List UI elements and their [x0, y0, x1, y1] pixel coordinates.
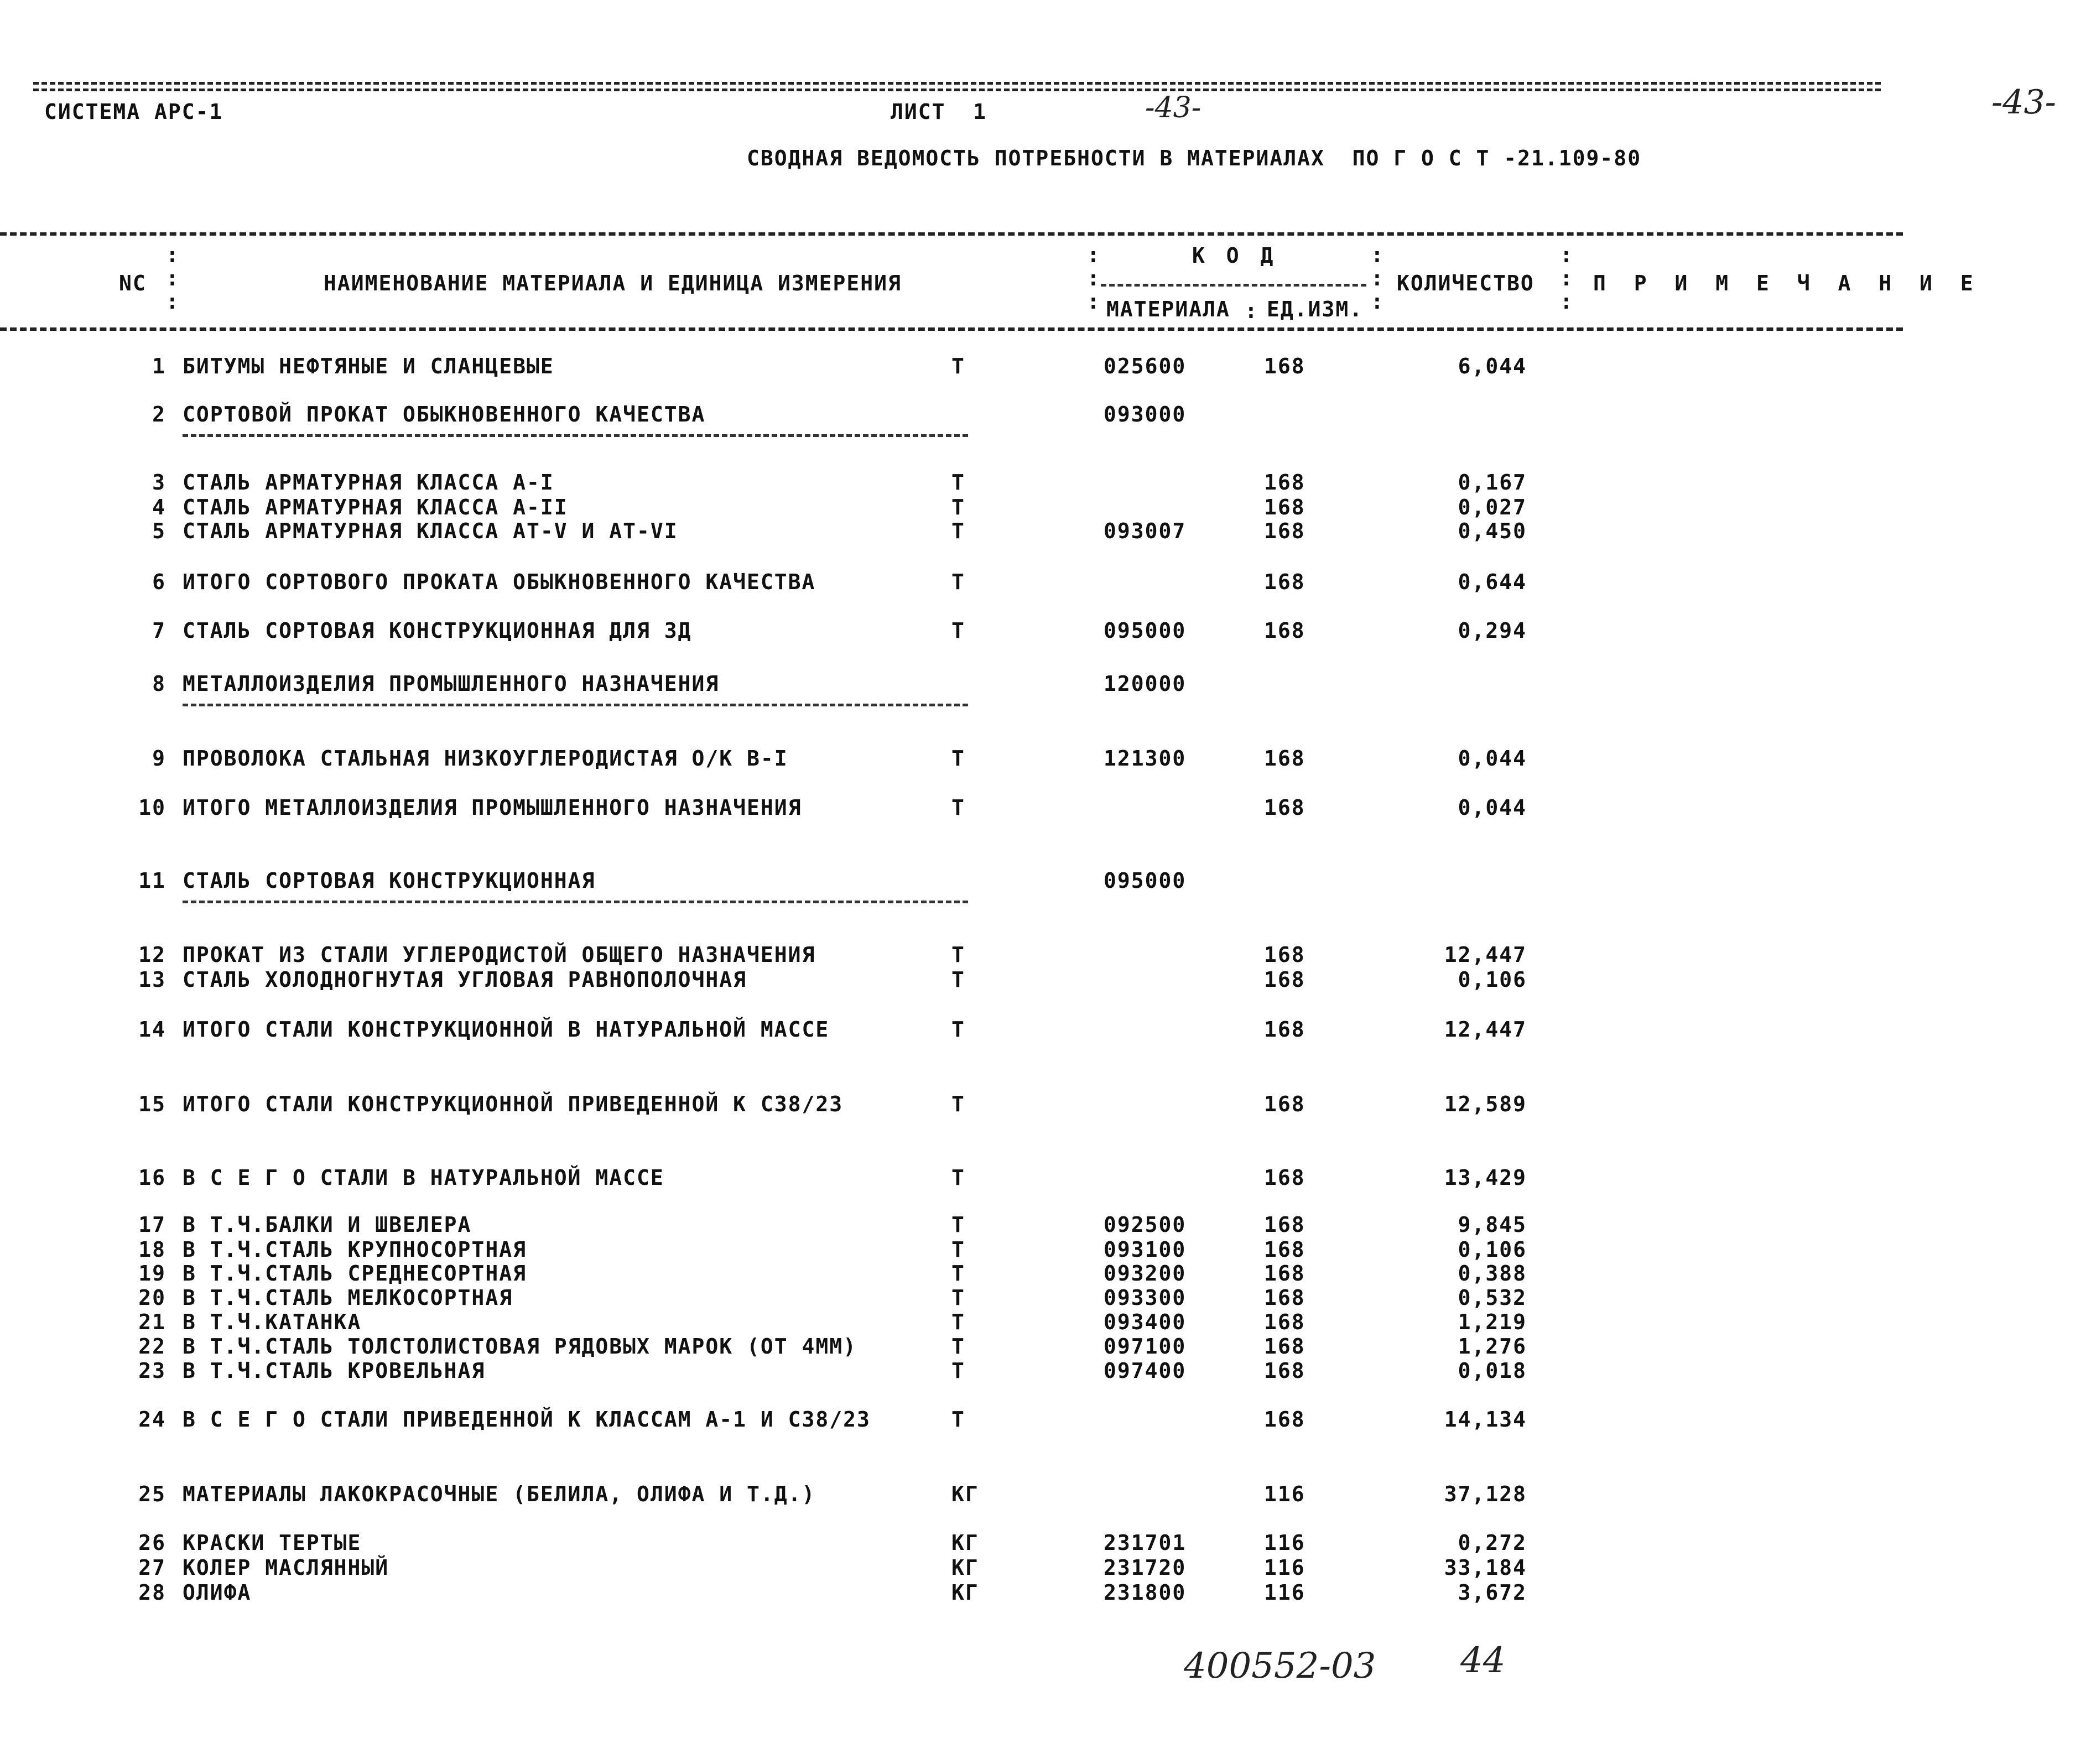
table-row	[0, 1239, 2091, 1263]
section-underline	[183, 434, 968, 437]
quantity: 37,128	[1444, 1482, 1527, 1506]
material-code: 025600	[1104, 354, 1187, 378]
row-number: 2	[152, 402, 166, 426]
unit: Т	[951, 1359, 965, 1383]
quantity: 3,672	[1458, 1580, 1527, 1605]
quantity: 12,447	[1444, 943, 1527, 967]
unit: Т	[951, 1092, 965, 1116]
unit: Т	[951, 1165, 965, 1190]
system-label: СИСТЕМА АРС-1	[44, 100, 223, 124]
table-row	[0, 797, 2091, 821]
document-title: СВОДНАЯ ВЕДОМОСТЬ ПОТРЕБНОСТИ В МАТЕРИАЛАХ ПО Г О С Т -21.109-80	[747, 146, 1642, 170]
row-number: 28	[138, 1580, 166, 1605]
material-name: СТАЛЬ АРМАТУРНАЯ КЛАССА А-II	[183, 495, 568, 519]
table-row	[0, 620, 2091, 644]
material-code: 120000	[1104, 672, 1187, 696]
section-underline	[183, 901, 968, 903]
unit-code: 168	[1264, 1237, 1305, 1262]
unit: Т	[951, 1017, 965, 1042]
unit-code: 116	[1264, 1580, 1305, 1605]
row-number: 14	[138, 1017, 166, 1042]
unit-code: 168	[1264, 1334, 1305, 1359]
unit-code: 168	[1264, 354, 1305, 378]
quantity: 14,134	[1444, 1407, 1527, 1432]
unit-code: 168	[1264, 1261, 1305, 1286]
unit: Т	[951, 470, 965, 495]
material-name: БИТУМЫ НЕФТЯНЫЕ И СЛАНЦЕВЫЕ	[183, 354, 554, 378]
material-code: 095000	[1104, 868, 1187, 893]
material-code: 093200	[1104, 1261, 1187, 1286]
material-name: В Т.Ч.СТАЛЬ МЕЛКОСОРТНАЯ	[183, 1286, 513, 1310]
unit: Т	[951, 1286, 965, 1310]
material-code: 093100	[1104, 1237, 1187, 1262]
table-row	[0, 1484, 2091, 1508]
row-number: 22	[138, 1334, 166, 1359]
row-number: 24	[138, 1407, 166, 1432]
unit-code: 168	[1264, 1310, 1305, 1334]
table-row	[0, 1409, 2091, 1433]
unit: Т	[951, 1261, 965, 1286]
col-header-code-unit: ЕД.ИЗМ.	[1267, 297, 1364, 321]
material-name: СТАЛЬ СОРТОВАЯ КОНСТРУКЦИОННАЯ ДЛЯ ЗД	[183, 618, 692, 643]
material-name: СТАЛЬ АРМАТУРНАЯ КЛАССА АТ-V И АТ-VI	[183, 519, 678, 543]
quantity: 0,294	[1458, 618, 1527, 643]
material-name: СОРТОВОЙ ПРОКАТ ОБЫКНОВЕННОГО КАЧЕСТВА	[183, 402, 706, 426]
unit: Т	[951, 495, 965, 519]
header-bottom-rule	[0, 327, 1903, 331]
quantity: 1,219	[1458, 1310, 1527, 1334]
col-header-code: К О Д	[1192, 243, 1278, 268]
unit-code: 116	[1264, 1531, 1305, 1555]
unit: Т	[951, 618, 965, 643]
quantity: 0,644	[1458, 570, 1527, 594]
unit: Т	[951, 967, 965, 992]
row-number: 5	[152, 519, 166, 543]
material-name: В Т.Ч.СТАЛЬ СРЕДНЕСОРТНАЯ	[183, 1261, 527, 1286]
material-code: 231800	[1104, 1580, 1187, 1605]
material-name: МЕТАЛЛОИЗДЕЛИЯ ПРОМЫШЛЕННОГО НАЗНАЧЕНИЯ	[183, 672, 720, 696]
material-name: СТАЛЬ АРМАТУРНАЯ КЛАССА А-I	[183, 470, 554, 495]
row-number: 18	[138, 1237, 166, 1262]
unit-code: 168	[1264, 519, 1305, 543]
row-number: 16	[138, 1165, 166, 1190]
code-divider-rule	[1101, 284, 1366, 287]
unit-code: 168	[1264, 1213, 1305, 1237]
quantity: 0,450	[1458, 519, 1527, 543]
table-row	[0, 870, 2091, 894]
table-row	[0, 1360, 2091, 1385]
quantity: 0,106	[1458, 1237, 1527, 1262]
unit-code: 168	[1264, 1359, 1305, 1383]
unit-code: 168	[1264, 943, 1305, 967]
unit: КГ	[951, 1531, 979, 1555]
col-header-name: НАИМЕНОВАНИЕ МАТЕРИАЛА И ЕДИНИЦА ИЗМЕРЕНИЯ	[324, 271, 902, 295]
unit-code: 168	[1264, 1165, 1305, 1190]
section-underline	[183, 704, 968, 706]
unit: Т	[951, 1237, 965, 1262]
quantity: 0,167	[1458, 470, 1527, 495]
quantity: 6,044	[1458, 354, 1527, 378]
unit: КГ	[951, 1482, 979, 1506]
unit: Т	[951, 1407, 965, 1432]
quantity: 0,044	[1458, 795, 1527, 820]
material-name: В Т.Ч.БАЛКИ И ШВЕЛЕРА	[183, 1213, 472, 1237]
table-row	[0, 1094, 2091, 1118]
unit-code: 168	[1264, 495, 1305, 519]
page-number-corner: -43-	[1991, 83, 2056, 122]
table-row	[0, 1532, 2091, 1557]
unit: Т	[951, 1310, 965, 1334]
material-name: СТАЛЬ СОРТОВАЯ КОНСТРУКЦИОННАЯ	[183, 868, 596, 893]
material-code: 095000	[1104, 618, 1187, 643]
unit-code: 168	[1264, 795, 1305, 820]
unit-code: 116	[1264, 1555, 1305, 1580]
table-row	[0, 521, 2091, 545]
header-top-rule	[0, 232, 1903, 236]
material-name: КРАСКИ ТЕРТЫЕ	[183, 1531, 362, 1555]
table-row	[0, 1263, 2091, 1287]
unit-code: 168	[1264, 1286, 1305, 1310]
unit: Т	[951, 570, 965, 594]
material-name: В С Е Г О СТАЛИ В НАТУРАЛЬНОЙ МАССЕ	[183, 1165, 664, 1190]
col-header-nc: NC	[119, 271, 147, 295]
row-number: 17	[138, 1213, 166, 1237]
unit-code: 116	[1264, 1482, 1305, 1506]
material-name: В С Е Г О СТАЛИ ПРИВЕДЕННОЙ К КЛАССАМ А-1 И С38/23	[183, 1407, 871, 1432]
material-name: ИТОГО СТАЛИ КОНСТРУКЦИОННОЙ ПРИВЕДЕННОЙ К С38/23	[183, 1092, 844, 1116]
table-row	[0, 1167, 2091, 1191]
quantity: 33,184	[1444, 1555, 1527, 1580]
row-number: 20	[138, 1286, 166, 1310]
material-name: ИТОГО СТАЛИ КОНСТРУКЦИОННОЙ В НАТУРАЛЬНОЙ МАССЕ	[183, 1017, 830, 1042]
table-row	[0, 404, 2091, 428]
quantity: 9,845	[1458, 1213, 1527, 1237]
quantity: 12,447	[1444, 1017, 1527, 1042]
unit: КГ	[951, 1580, 979, 1605]
row-number: 26	[138, 1531, 166, 1555]
page-number-handwritten: 44	[1460, 1640, 1506, 1681]
unit-code: 168	[1264, 1017, 1305, 1042]
material-name: ИТОГО СОРТОВОГО ПРОКАТА ОБЫКНОВЕННОГО КАЧЕСТВА	[183, 570, 816, 594]
quantity: 1,276	[1458, 1334, 1527, 1359]
quantity: 0,018	[1458, 1359, 1527, 1383]
material-code: 093300	[1104, 1286, 1187, 1310]
row-number: 27	[138, 1555, 166, 1580]
header-separators-3: : : :	[1371, 243, 1383, 314]
quantity: 0,044	[1458, 746, 1527, 771]
row-number: 1	[152, 354, 166, 378]
table-row	[0, 1312, 2091, 1336]
table-row	[0, 748, 2091, 772]
unit: Т	[951, 1213, 965, 1237]
table-row	[0, 673, 2091, 698]
page-number-center: -43-	[1145, 91, 1201, 124]
quantity: 13,429	[1444, 1165, 1527, 1190]
row-number: 12	[138, 943, 166, 967]
document-code-handwritten: 400552-03	[1184, 1646, 1376, 1687]
material-name: СТАЛЬ ХОЛОДНОГНУТАЯ УГЛОВАЯ РАВНОПОЛОЧНАЯ	[183, 967, 747, 992]
material-name: В Т.Ч.СТАЛЬ КРОВЕЛЬНАЯ	[183, 1359, 486, 1383]
table-row	[0, 1214, 2091, 1239]
quantity: 12,589	[1444, 1092, 1527, 1116]
material-name: ПРОКАТ ИЗ СТАЛИ УГЛЕРОДИСТОЙ ОБЩЕГО НАЗНАЧЕНИЯ	[183, 943, 816, 967]
row-number: 7	[152, 618, 166, 643]
material-name: В Т.Ч.СТАЛЬ ТОЛСТОЛИСТОВАЯ РЯДОВЫХ МАРОК (ОТ 4ММ)	[183, 1334, 857, 1359]
code-subseparator: :	[1245, 299, 1257, 323]
unit: Т	[951, 943, 965, 967]
col-header-code-material: МАТЕРИАЛА	[1106, 297, 1230, 321]
table-row	[0, 571, 2091, 596]
row-number: 11	[138, 868, 166, 893]
material-name: В Т.Ч.СТАЛЬ КРУПНОСОРТНАЯ	[183, 1237, 527, 1262]
header-separators-1: : : :	[166, 243, 179, 314]
unit-code: 168	[1264, 746, 1305, 771]
quantity: 0,106	[1458, 967, 1527, 992]
row-number: 23	[138, 1359, 166, 1383]
col-header-quantity: КОЛИЧЕСТВО	[1397, 271, 1535, 295]
unit: Т	[951, 519, 965, 543]
row-number: 9	[152, 746, 166, 771]
header-separators-2: : : :	[1087, 243, 1100, 314]
material-code: 093007	[1104, 519, 1187, 543]
material-code: 092500	[1104, 1213, 1187, 1237]
table-row	[0, 1019, 2091, 1043]
row-number: 8	[152, 672, 166, 696]
unit-code: 168	[1264, 1092, 1305, 1116]
top-double-rule	[33, 82, 1881, 85]
material-name: ПРОВОЛОКА СТАЛЬНАЯ НИЗКОУГЛЕРОДИСТАЯ О/К В-I	[183, 746, 788, 771]
material-name: В Т.Ч.КАТАНКА	[183, 1310, 362, 1334]
material-code: 093400	[1104, 1310, 1187, 1334]
row-number: 19	[138, 1261, 166, 1286]
material-name: ИТОГО МЕТАЛЛОИЗДЕЛИЯ ПРОМЫШЛЕННОГО НАЗНАЧЕНИЯ	[183, 795, 802, 820]
material-code: 231720	[1104, 1555, 1187, 1580]
quantity: 0,388	[1458, 1261, 1527, 1286]
sheet-label: ЛИСТ 1	[891, 100, 987, 124]
table-row	[0, 356, 2091, 380]
unit: Т	[951, 795, 965, 820]
unit-code: 168	[1264, 470, 1305, 495]
row-number: 21	[138, 1310, 166, 1334]
row-number: 6	[152, 570, 166, 594]
row-number: 3	[152, 470, 166, 495]
table-row	[0, 944, 2091, 969]
row-number: 13	[138, 967, 166, 992]
top-double-rule-2	[33, 89, 1881, 91]
table-row	[0, 497, 2091, 521]
row-number: 10	[138, 795, 166, 820]
material-code: 121300	[1104, 746, 1187, 771]
material-name: МАТЕРИАЛЫ ЛАКОКРАСОЧНЫЕ (БЕЛИЛА, ОЛИФА И Т.Д.)	[183, 1482, 816, 1506]
row-number: 15	[138, 1092, 166, 1116]
table-row	[0, 1336, 2091, 1360]
table-row	[0, 1287, 2091, 1312]
material-name: ОЛИФА	[183, 1580, 252, 1605]
material-code: 097400	[1104, 1359, 1187, 1383]
row-number: 4	[152, 495, 166, 519]
unit-code: 168	[1264, 618, 1305, 643]
table-row	[0, 969, 2091, 993]
table-row	[0, 1582, 2091, 1606]
unit-code: 168	[1264, 570, 1305, 594]
quantity: 0,027	[1458, 495, 1527, 519]
table-row	[0, 1557, 2091, 1581]
unit: КГ	[951, 1555, 979, 1580]
material-name: КОЛЕР МАСЛЯННЫЙ	[183, 1555, 389, 1580]
table-row	[0, 472, 2091, 496]
material-code: 097100	[1104, 1334, 1187, 1359]
unit-code: 168	[1264, 1407, 1305, 1432]
material-code: 093000	[1104, 402, 1187, 426]
header-separators-4: : : :	[1560, 243, 1573, 314]
unit: Т	[951, 354, 965, 378]
material-code: 231701	[1104, 1531, 1187, 1555]
quantity: 0,532	[1458, 1286, 1527, 1310]
unit: Т	[951, 1334, 965, 1359]
row-number: 25	[138, 1482, 166, 1506]
unit: Т	[951, 746, 965, 771]
unit-code: 168	[1264, 967, 1305, 992]
quantity: 0,272	[1458, 1531, 1527, 1555]
col-header-note: П Р И М Е Ч А Н И Е	[1593, 271, 1981, 295]
